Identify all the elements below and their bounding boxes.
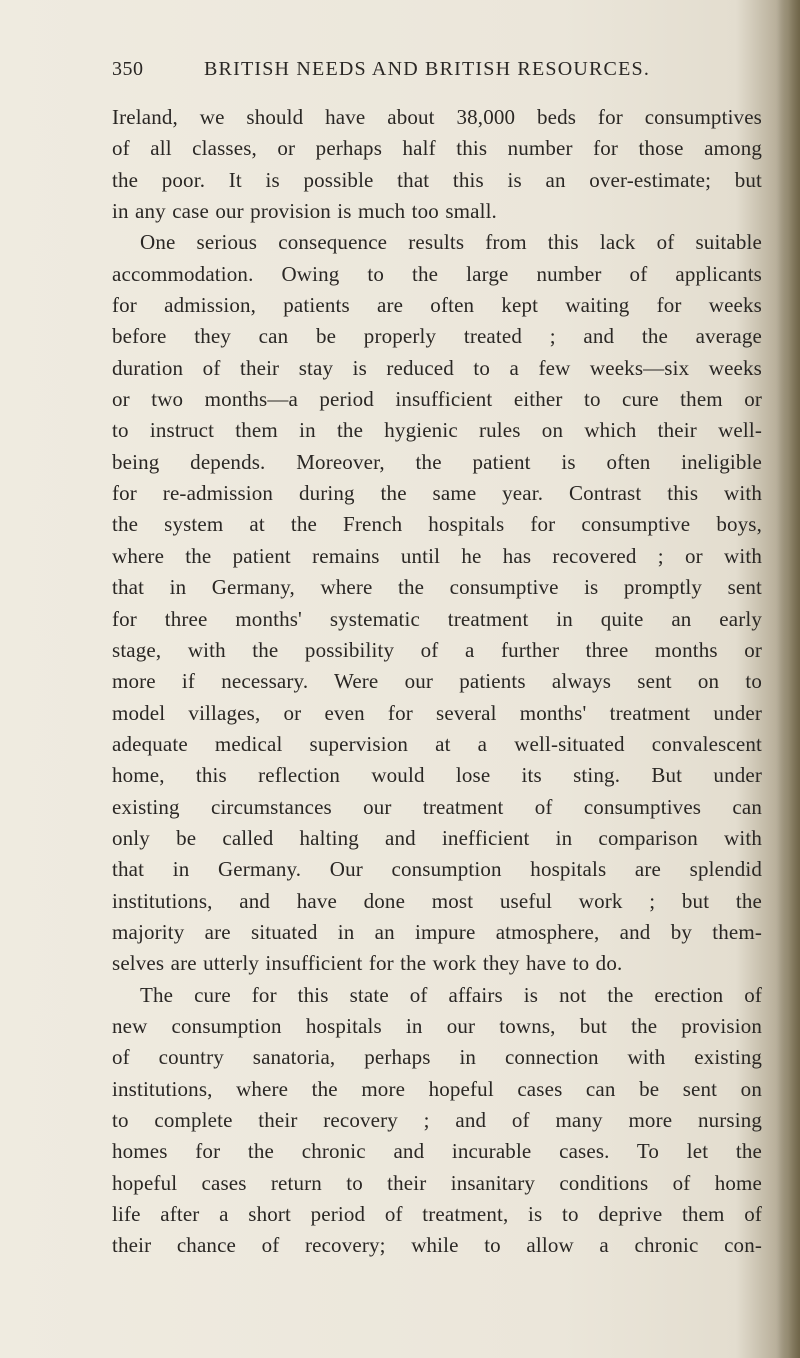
text-line: to instruct them in the hygienic rules on which their well- [112, 418, 762, 443]
text-line: the system at the French hospitals for consumptive boys, [112, 512, 762, 537]
text-line: of country sanatoria, perhaps in connection with existing [112, 1045, 762, 1070]
text-line: that in Germany. Our consumption hospitals are splendid [112, 857, 762, 882]
text-line: in any case our provision is much too small. [112, 199, 497, 224]
text-line: where the patient remains until he has recovered ; or with [112, 543, 762, 568]
text-line: hopeful cases return to their insanitary conditions of home [112, 1170, 762, 1195]
text-line: Ireland, we should have about 38,000 beds for consumptives [112, 105, 762, 129]
text-line: institutions, where the more hopeful cases can be sent on [112, 1076, 762, 1101]
text-line: only be called halting and inefficient in comparison with [112, 825, 762, 850]
body-text [112, 102, 762, 1262]
text-line: for three months' systematic treatment in quite an early [112, 606, 762, 631]
text-line: before they can be properly treated ; and the average [112, 324, 762, 349]
text-line: adequate medical supervision at a well-situated convalescent [112, 731, 762, 756]
text-line: new consumption hospitals in our towns, but the provision [112, 1013, 762, 1038]
text-line: accommodation. Owing to the large number of applicants [112, 261, 762, 286]
text-line: more if necessary. Were our patients always sent on to [112, 669, 762, 694]
text-line: for re-admission during the same year. Contrast this with [112, 481, 762, 506]
text-line: model villages, or even for several months' treatment under [112, 700, 762, 725]
text-line: the poor. It is possible that this is an over-estimate; but [112, 167, 762, 192]
text-line: selves are utterly insufficient for the work they have to do. [112, 951, 623, 976]
text-line: of all classes, or perhaps half this number for those among [112, 136, 762, 161]
page-edge-shadow [778, 0, 800, 1358]
text-line: stage, with the possibility of a further three months or [112, 637, 762, 662]
text-line: for admission, patients are often kept waiting for weeks [112, 293, 762, 318]
text-line: institutions, and have done most useful work ; but the [112, 888, 762, 913]
page-number: 350 [112, 58, 144, 80]
text-line: to complete their recovery ; and of many more nursing [112, 1108, 762, 1132]
text-line: home, this reflection would lose its sting. But under [112, 763, 762, 788]
text-line: their chance of recovery; while to allow a chronic con- [112, 1233, 762, 1258]
text-line: being depends. Moreover, the patient is often ineligible [112, 449, 762, 474]
text-line: or two months—a period insufficient either to cure them or [112, 387, 762, 412]
text-line: One serious consequence results from this lack of suitable [140, 230, 762, 255]
text-line: life after a short period of treatment, is to deprive them of [112, 1202, 762, 1227]
text-line: The cure for this state of affairs is not the erection of [140, 982, 762, 1007]
running-title: BRITISH NEEDS AND BRITISH RESOURCES. [204, 58, 651, 80]
text-line: that in Germany, where the consumptive is promptly sent [112, 575, 762, 600]
text-line: majority are situated in an impure atmosphere, and by them- [112, 919, 762, 944]
text-line: existing circumstances our treatment of consumptives can [112, 794, 762, 819]
page-header [112, 58, 762, 88]
text-line: duration of their stay is reduced to a few weeks—six weeks [112, 355, 762, 380]
text-line: homes for the chronic and incurable cases. To let the [112, 1139, 762, 1164]
